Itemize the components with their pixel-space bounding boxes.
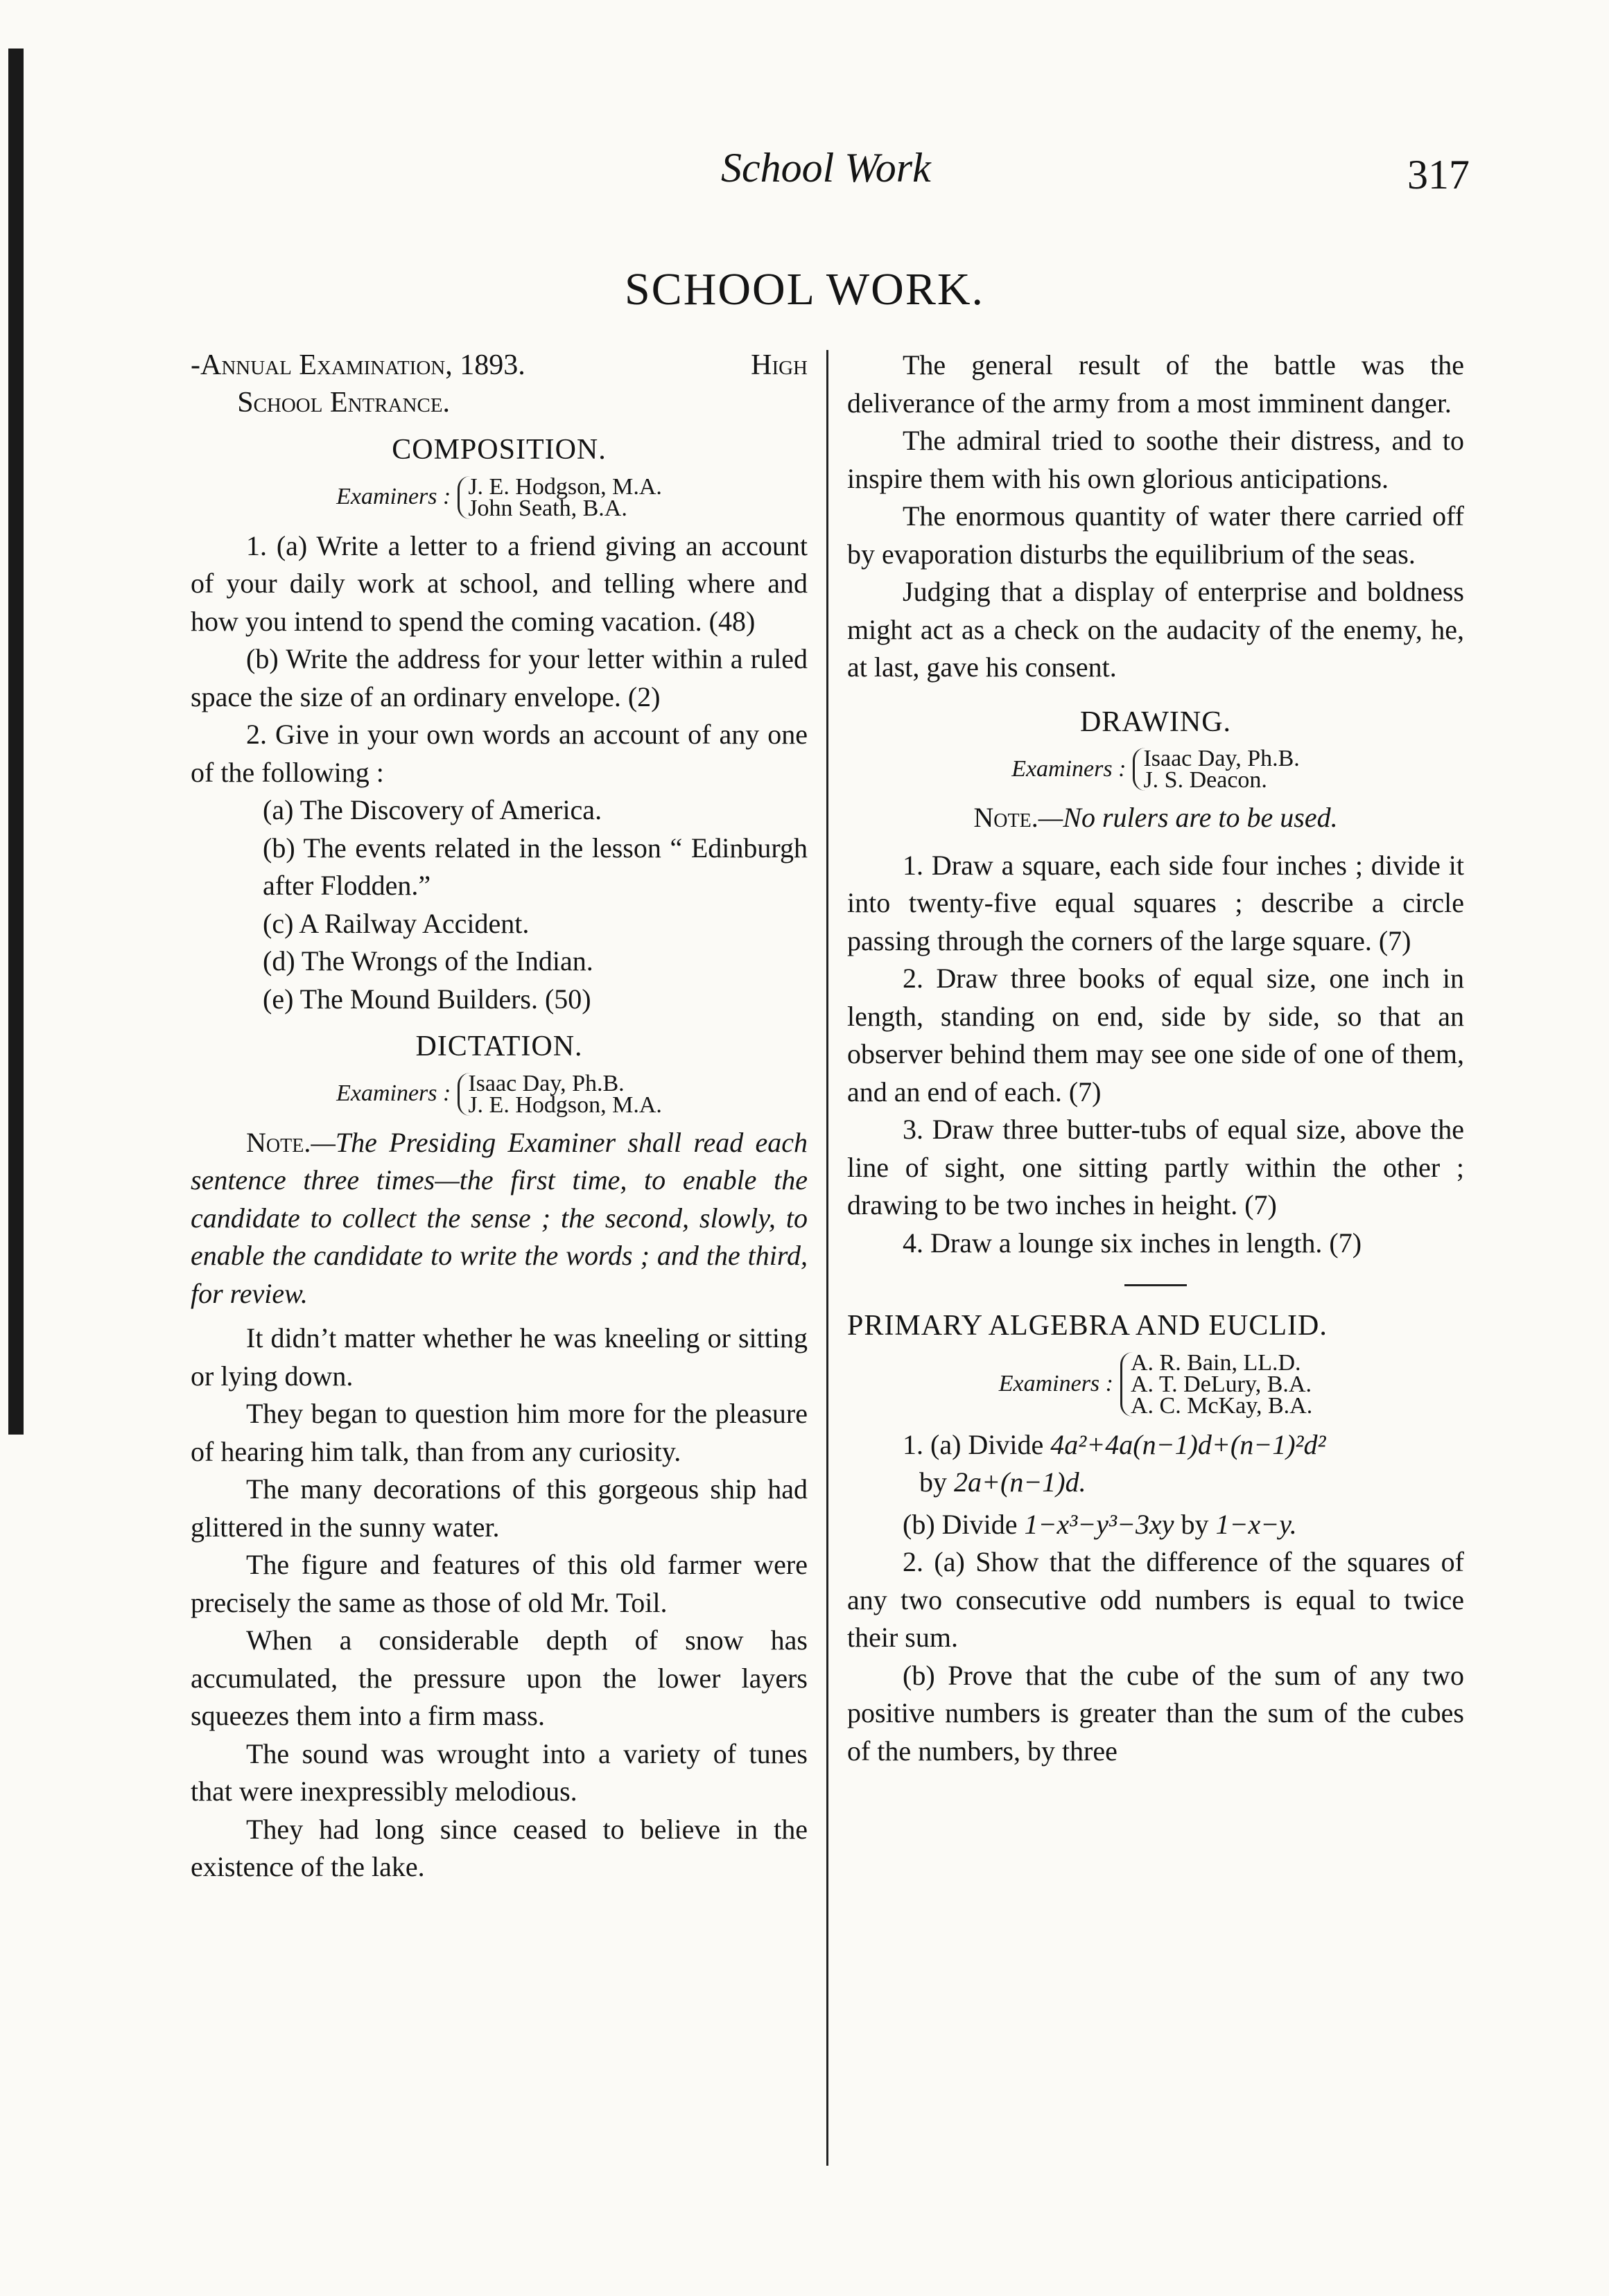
- exam-header-line1: -Annual Examination, 1893.: [191, 349, 525, 381]
- drawing-examiners: [847, 748, 1464, 791]
- algebra-examiners: [847, 1349, 1464, 1419]
- running-head: [0, 144, 1609, 200]
- examiners-brace: [1120, 1349, 1313, 1419]
- drawing-heading: DRAWING.: [1079, 706, 1232, 738]
- main-title: SCHOOL WORK.: [624, 264, 985, 315]
- dictation-heading: DICTATION.: [415, 1031, 583, 1062]
- list-item: (d) The Wrongs of the Indian.: [263, 945, 593, 976]
- section-rule: [1124, 1284, 1187, 1286]
- q1a-prefix: 1. (a) Divide: [903, 1428, 1044, 1460]
- dictation-sentence: They had long since ceased to believe in the existence of the lake.: [191, 1813, 808, 1882]
- exam-header: [191, 347, 808, 421]
- list-item: (a) The Discovery of America.: [263, 794, 602, 825]
- examiner-name: Isaac Day, Ph.B.: [468, 1070, 625, 1096]
- running-title: School Work: [721, 145, 931, 191]
- q1a-divisor: 2a+(n−1)d.: [954, 1466, 1086, 1498]
- right-column: [847, 347, 1464, 1770]
- note-text: —No rulers are to be used.: [1038, 802, 1338, 833]
- left-column: [191, 347, 808, 1886]
- examiner-name: J. E. Hodgson, M.A.: [468, 473, 662, 500]
- dictation-sentence: Judging that a display of enterprise and boldness might act as a check on the audacity of the enemy, he, at last, gave his consent.: [847, 576, 1464, 683]
- q1b-divisor: 1−x−y.: [1215, 1508, 1297, 1540]
- q1b-expression: 1−x³−y³−3xy: [1024, 1508, 1174, 1540]
- examiner-name: J. E. Hodgson, M.A.: [468, 1092, 662, 1118]
- exam-header-right: High: [751, 349, 808, 381]
- examiners-brace: [1133, 748, 1299, 791]
- list-item: (b) The events related in the lesson “ Edinburgh after Flodden.”: [263, 832, 808, 901]
- composition-q2: 2. Give in your own words an account of any one of the following :: [191, 719, 808, 788]
- examiners-brace: [458, 1070, 662, 1118]
- algebra-q1b: [847, 1506, 1464, 1544]
- drawing-note: [847, 799, 1464, 837]
- dictation-sentence: The many decorations of this gorgeous ship had glittered in the sunny water.: [191, 1473, 808, 1543]
- drawing-question: 4. Draw a lounge six inches in length. (7): [903, 1227, 1362, 1259]
- examiner-name: Isaac Day, Ph.B.: [1143, 746, 1300, 771]
- examiners-label: Examiners :: [998, 1370, 1113, 1396]
- examiner-name: John Seath, B.A.: [468, 495, 627, 521]
- exam-header-line2: School Entrance.: [237, 387, 451, 419]
- examiners-label: Examiners :: [336, 1080, 451, 1107]
- examiners-label: Examiners :: [1011, 755, 1127, 782]
- column-divider: [826, 350, 828, 2166]
- examiners-label: Examiners :: [336, 484, 451, 510]
- dictation-note: [191, 1124, 808, 1313]
- drawing-question: 3. Draw three butter-tubs of equal size, above the line of sight, one sitting partly within the other ; drawing to be two inches in height. (7): [847, 1114, 1464, 1220]
- list-item: (e) The Mound Builders. (50): [263, 983, 591, 1015]
- q1b-prefix: (b) Divide: [903, 1508, 1018, 1540]
- dictation-sentence: The enormous quantity of water there carried off by evaporation disturbs the equilibrium of the seas.: [847, 500, 1464, 570]
- dictation-sentence: The admiral tried to soothe their distress, and to inspire them with his own glorious anticipations.: [847, 425, 1464, 494]
- dictation-sentence: The general result of the battle was the deliverance of the army from a most imminent danger.: [847, 349, 1464, 419]
- q1a-expression: 4a²+4a(n−1)d+(n−1)²d²: [1050, 1428, 1326, 1460]
- dictation-sentence: The figure and features of this old farmer were precisely the same as those of old Mr. Toil.: [191, 1549, 808, 1618]
- composition-q1a: 1. (a) Write a letter to a friend giving an account of your daily work at school, and telling where and how you intend to spend the coming vacation. (48): [191, 529, 808, 637]
- drawing-question: 1. Draw a square, each side four inches ; divide it into twenty-five equal squares ; describe a circle passing through the corners of the large square. (7): [847, 849, 1464, 956]
- page-number: 317: [1407, 152, 1470, 198]
- composition-q1b: (b) Write the address for your letter within a ruled space the size of an ordinary envelope. (2): [191, 643, 808, 712]
- algebra-q2b: (b) Prove that the cube of the sum of any two positive numbers is greater than the sum of the cubes of the numbers, by three: [847, 1659, 1464, 1767]
- composition-examiners: [191, 473, 808, 521]
- scan-edge-shadow: [8, 49, 24, 1435]
- examiner-name: A. T. DeLury, B.A.: [1131, 1371, 1312, 1397]
- algebra-q2a: 2. (a) Show that the difference of the squares of any two consecutive odd numbers is equal to twice their sum.: [847, 1546, 1464, 1653]
- dictation-sentence: They began to question him more for the pleasure of hearing him talk, than from any curiosity.: [191, 1398, 808, 1467]
- dictation-examiners: [191, 1070, 808, 1118]
- examiners-brace: [458, 473, 662, 521]
- dictation-sentence: It didn’t matter whether he was kneeling or sitting or lying down.: [191, 1322, 808, 1392]
- examiner-name: A. R. Bain, LL.D.: [1131, 1349, 1301, 1376]
- note-label: Note.: [973, 802, 1038, 833]
- q1b-by: by: [1181, 1508, 1209, 1540]
- note-label: Note.: [246, 1126, 311, 1158]
- examiner-name: J. S. Deacon.: [1143, 767, 1267, 793]
- composition-heading: COMPOSITION.: [392, 434, 607, 466]
- q1a-by: by: [919, 1466, 947, 1498]
- drawing-question: 2. Draw three books of equal size, one inch in length, standing on end, side by side, so that an observer behind them may see one side of one of them, and an end of each. (7): [847, 963, 1464, 1107]
- algebra-heading: PRIMARY ALGEBRA AND EUCLID.: [847, 1310, 1328, 1342]
- note-text: —The Presiding Examiner shall read each sentence three times—the first time, to enable the candidate to collect the sense ; the second, slowly, to enable the candidate to write the words ; and the third, for review.: [191, 1126, 808, 1309]
- list-item: (c) A Railway Accident.: [263, 907, 530, 939]
- examiner-name: A. C. McKay, B.A.: [1131, 1392, 1313, 1419]
- dictation-sentence: When a considerable depth of snow has accumulated, the pressure upon the lower layers squeezes them into a firm mass.: [191, 1624, 808, 1731]
- algebra-q1a: [847, 1426, 1464, 1502]
- dictation-sentence: The sound was wrought into a variety of tunes that were inexpressibly melodious.: [191, 1737, 808, 1807]
